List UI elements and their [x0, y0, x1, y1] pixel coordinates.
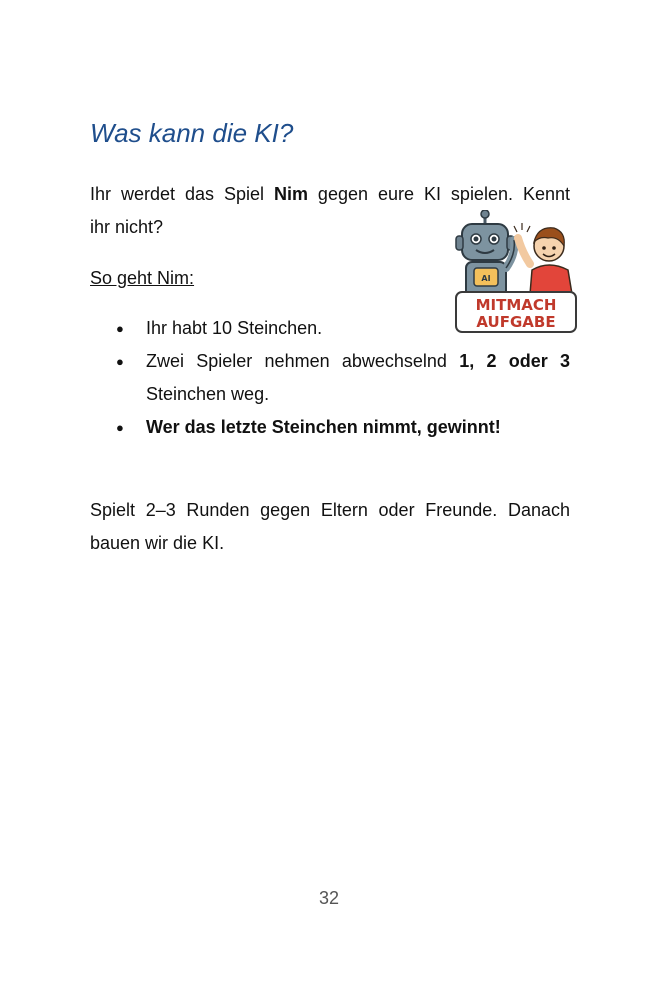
page-number: 32: [318, 888, 340, 908]
rules-title: So geht Nim:: [90, 268, 195, 288]
intro-text-3: ihr nicht?: [90, 217, 164, 237]
rule-2-bold: 1, 2 oder 3: [459, 351, 570, 371]
rule-3-text: Wer das letzte Steinchen nimmt, gewinnt!: [146, 417, 501, 437]
badge-line-2: AUFGABE: [476, 313, 556, 331]
intro-text-2: gegen eure KI spielen. Kennt: [307, 184, 570, 204]
robot-illustration: [456, 210, 514, 298]
badge-line-1: MITMACH: [475, 296, 557, 314]
boy-illustration: [514, 223, 572, 294]
svg-text:AI: AI: [481, 274, 491, 283]
intro-line-1: [90, 178, 570, 211]
page-heading: Was kann die KI?: [90, 118, 294, 148]
rule-1-text: Ihr habt 10 Steinchen.: [146, 318, 323, 338]
closing-line-2: bauen wir die KI.: [90, 533, 225, 553]
list-item: [110, 411, 570, 444]
rule-2-text-2: Steinchen weg.: [146, 384, 270, 404]
closing-paragraph: [90, 494, 570, 560]
rule-2-text-1: Zwei Spieler nehmen abwechselnd: [146, 351, 460, 371]
intro-text-1: Ihr werdet das Spiel: [90, 184, 274, 204]
list-item: [110, 312, 570, 345]
intro-bold-nim: Nim: [273, 184, 308, 204]
closing-line-1: Spielt 2–3 Runden gegen Eltern oder Freunde. Danach: [90, 500, 570, 520]
rules-list: [110, 312, 570, 444]
list-item: [110, 345, 570, 411]
